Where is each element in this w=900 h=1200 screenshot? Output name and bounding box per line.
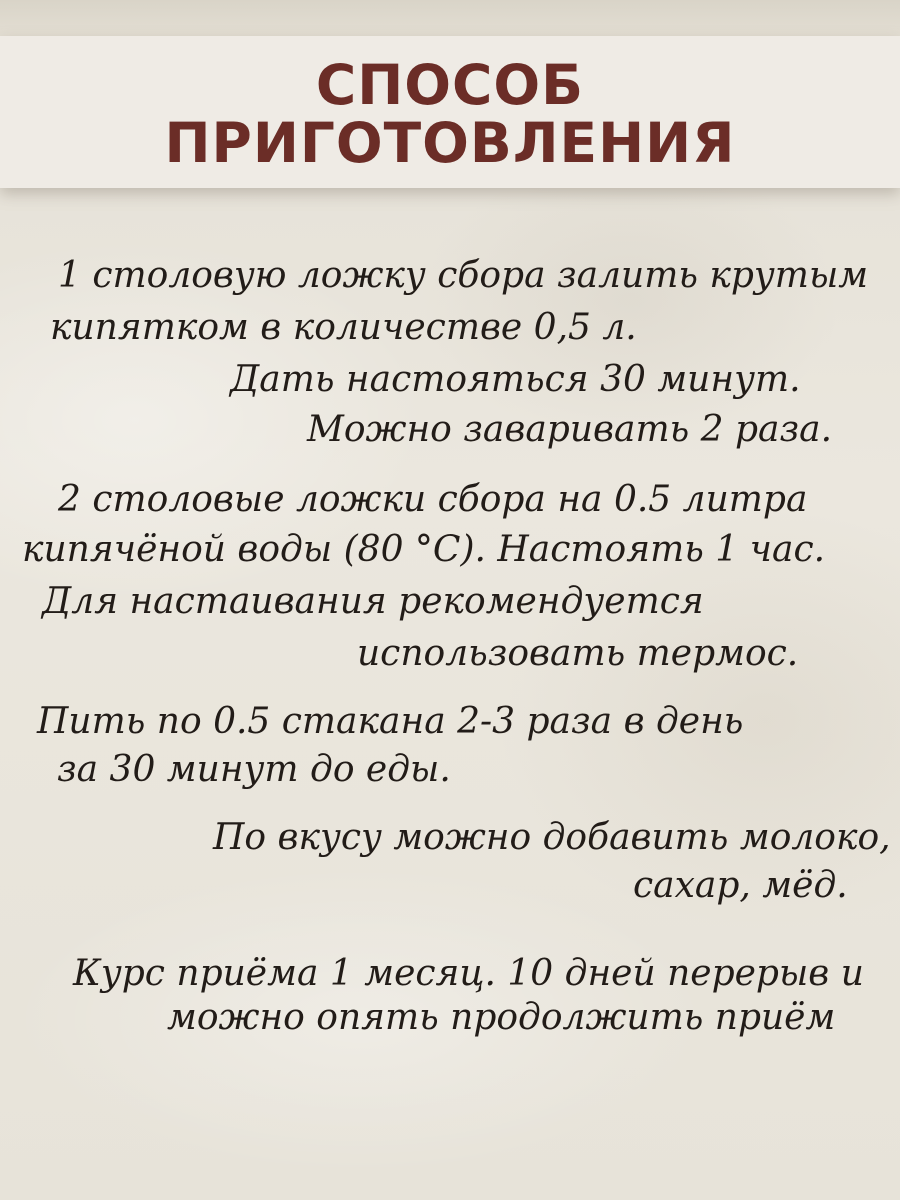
instruction-line: за 30 минут до еды. [57,749,451,790]
instruction-line: Можно заваривать 2 раза. [307,409,833,450]
instruction-line: По вкусу можно добавить молоко, [213,817,891,858]
instruction-line: кипятком в количестве 0,5 л. [50,307,637,348]
instruction-line: Курс приёма 1 месяц. 10 дней перерыв и [73,953,864,994]
instruction-line: Пить по 0.5 стакана 2-3 раза в день [37,701,744,742]
instruction-line: можно опять продолжить приём [167,997,836,1038]
page-title: СПОСОБ ПРИГОТОВЛЕНИЯ [164,53,736,175]
instruction-line: Для настаивания рекомендуется [42,581,704,622]
instruction-line: 1 столовую ложку сбора залить крутым [58,255,869,296]
instruction-line: кипячёной воды (80 °С). Настоять 1 час. [22,529,826,570]
instruction-line: 2 столовые ложки сбора на 0.5 литра [58,479,808,520]
instruction-line: использовать термос. [357,633,799,674]
instruction-line: сахар, мёд. [633,865,848,906]
paper-top-strip [0,0,900,36]
instruction-line: Дать настояться 30 минут. [230,359,801,400]
